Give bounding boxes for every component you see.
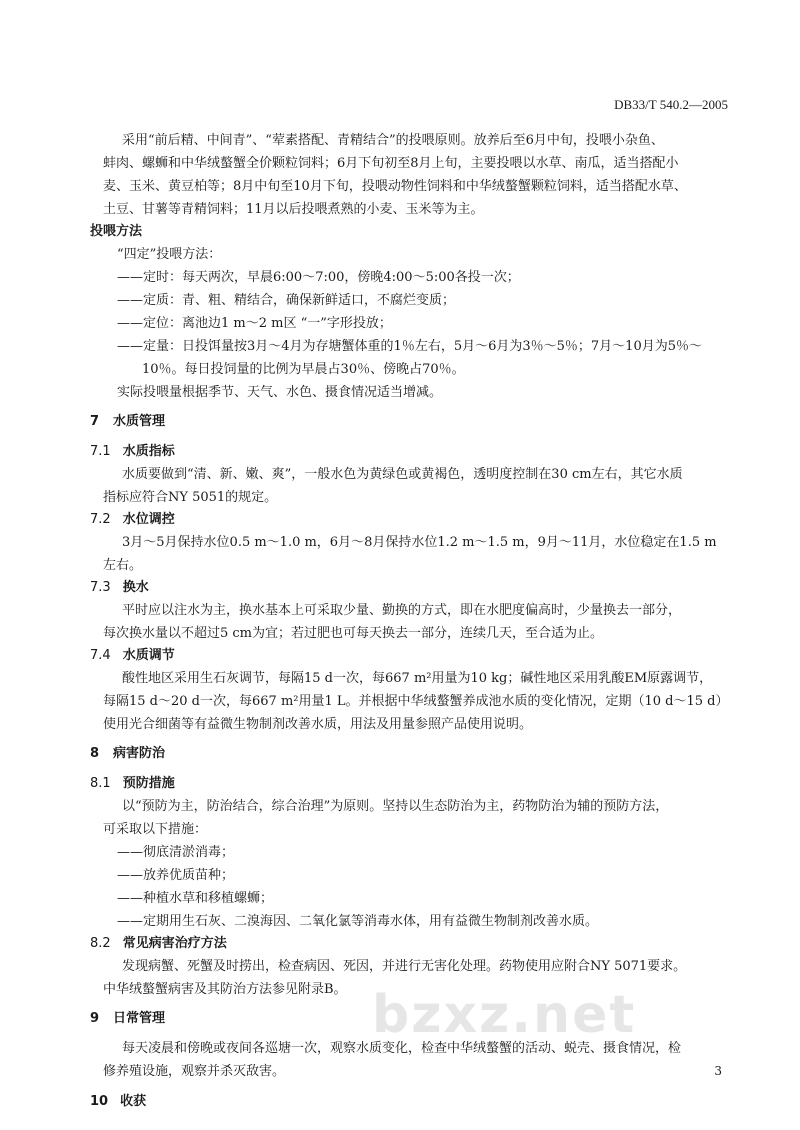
feeding-four-label: “四定”投喂方法： [117,247,222,262]
subsection-number: 8.1 [90,776,111,791]
section-title: 日常管理 [113,1011,166,1026]
subsection-7-3-heading [90,576,149,595]
subsection-7-1-heading [90,440,175,459]
subsection-number: 7.1 [90,444,111,459]
section-number: 9 [90,1011,100,1026]
section-10-heading [90,1090,146,1109]
measure-item: ——彻底清淤消毒； [117,845,235,860]
paragraph-line: 3月～5月保持水位0.5 m～1.0 m，6月～8月保持水位1.2 m～1.5 m，9月～11月，水位稳定在1.5 m [122,535,717,550]
paragraph-line: 使用光合细菌等有益微生物制剂改善水质，用法及用量参照产品使用说明。 [103,717,533,732]
subsection-title: 水质调节 [122,648,175,663]
subsection-title: 水质指标 [122,444,175,459]
paragraph-line: 水质要做到“清、新、嫩、爽”，一般水色为黄绿色或黄褐色，透明度控制在30 cm左右，其它水质 [122,467,683,482]
measure-item: ——定期用生石灰、二溴海因、二氧化氯等消毒水体，用有益微生物制剂改善水质。 [117,914,599,929]
section-9-heading [90,1007,165,1026]
section-number: 10 [90,1094,109,1109]
paragraph-line: 每天凌晨和傍晚或夜间各巡塘一次，观察水质变化，检查中华绒螯蟹的活动、蜕壳、摄食情况，检 [122,1041,682,1056]
subsection-7-2-heading [90,508,175,527]
subsection-title: 换水 [122,580,149,595]
feeding-item: ——定位：离池边1 m～2 m区 “一”字形投放； [117,316,392,331]
intro-line: 采用“前后精、中间青”、“荤素搭配、青精结合”的投喂原则。放养后至6月中旬，投喂小杂鱼、 [122,133,664,148]
subsection-number: 7.3 [90,580,111,595]
paragraph-line: 酸性地区采用生石灰调节，每隔15 d一次，每667 m²用量为10 kg；碱性地区采用乳酸EM原露调节， [122,671,713,686]
subsection-7-4-heading [90,644,175,663]
section-number: 8 [90,746,100,761]
subsection-8-2-heading [90,932,227,951]
section-8-heading [90,742,165,761]
section-number: 7 [90,414,100,429]
feeding-item: ——定时：每天两次，早晨6:00～7:00，傍晚4:00～5:00各投一次； [117,270,520,285]
feeding-item: ——定量：日投饵量按3月～4月为存塘蟹体重的1％左右，5月～6月为3％～5％；7月～10月为5％～ [117,339,702,354]
paragraph-line: 指标应符合NY 5051的规定。 [103,490,278,505]
standard-code: DB33/T 540.2—2005 [614,97,728,112]
subsection-number: 7.2 [90,512,111,527]
subsection-number: 8.2 [90,936,111,951]
section-7-heading [90,410,165,429]
page-number: 3 [714,1064,722,1078]
paragraph-line: 可采取以下措施： [103,822,208,837]
section-title: 收获 [120,1094,147,1109]
intro-line: 蚌肉、螺蛳和中华绒螯蟹全价颗粒饲料；6月下旬初至8月上旬，主要投喂以水草、南瓜，适当搭配小 [103,156,679,171]
feeding-heading: 投喂方法 [90,224,143,239]
subsection-title: 常见病害治疗方法 [122,936,227,951]
paragraph-line: 发现病蟹、死蟹及时捞出，检查病因、死因，并进行无害化处理。药物使用应附合NY 5071要求。 [122,959,687,974]
paragraph-line: 平时应以注水为主，换水基本上可采取少量、勤换的方式，即在水肥度偏高时，少量换去一部分， [122,603,682,618]
subsection-8-1-heading [90,772,175,791]
feeding-note: 实际投喂量根据季节、天气、水色、摄食情况适当增减。 [117,385,443,400]
measure-item: ——种植水草和移植螺蛳； [117,891,274,906]
paragraph-line: 每隔15 d～20 d一次，每667 m²用量1 L。并根据中华绒螯蟹养成池水质的变化情况，定期（10 d～15 d） [103,694,729,709]
subsection-title: 水位调控 [122,512,175,527]
paragraph-line: 以“预防为主，防治结合，综合治理”为原则。坚持以生态防治为主，药物防治为辅的预防方法， [122,799,669,814]
paragraph-line: 修养殖设施，观察并杀灭敌害。 [103,1064,286,1079]
intro-line: 麦、玉米、黄豆柏等；8月中旬至10月下旬，投喂动物性饲料和中华绒螯蟹颗粒饲料，适当搭配水草、 [103,179,687,194]
subsection-title: 预防措施 [122,776,175,791]
feeding-item-cont: 10％。每日投饲量的比例为早晨占30％、傍晚占70％。 [142,362,465,377]
watermark: bzxz.net [372,985,637,1045]
paragraph-line: 中华绒螯蟹病害及其防治方法参见附录B。 [103,982,347,997]
paragraph-line: 左右。 [103,558,143,573]
section-title: 水质管理 [113,414,166,429]
feeding-item: ——定质：青、粗、精结合，确保新鲜适口，不腐烂变质； [117,293,456,308]
section-title: 病害防治 [113,746,166,761]
paragraph-line: 每次换水量以不超过5 cm为宜；若过肥也可每天换去一部分，连续几天，至合适为止。 [103,626,604,641]
subsection-number: 7.4 [90,648,111,663]
intro-line: 土豆、甘薯等青精饲料；11月以后投喂煮熟的小麦、玉米等为主。 [103,202,484,217]
measure-item: ——放养优质苗种； [117,868,235,883]
